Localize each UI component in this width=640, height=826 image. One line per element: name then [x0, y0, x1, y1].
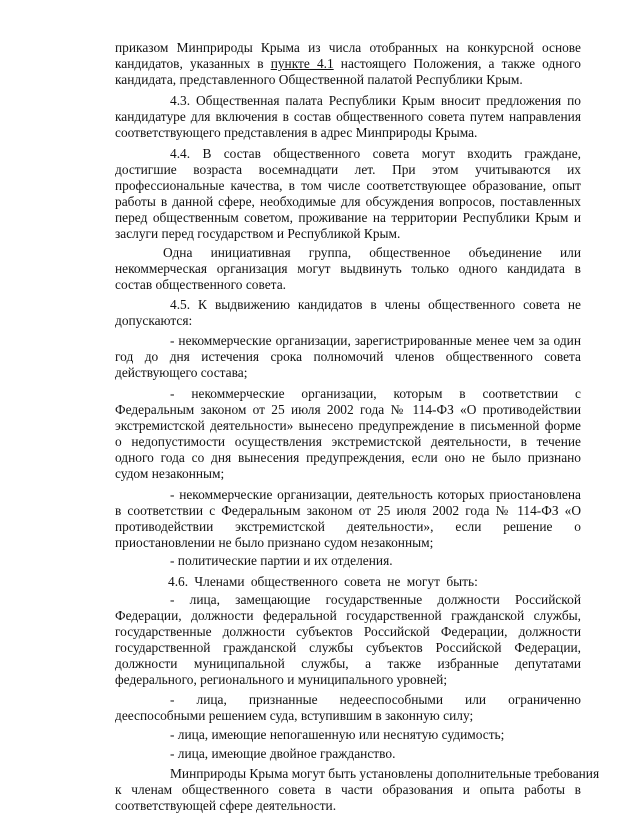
text-line: - политические партии и их отделения. [170, 553, 393, 568]
text-line: профессиональные качества, в том числе соответствующее образование, опыт [115, 178, 581, 193]
text-line: соответствующего представления в адрес Минприроды Крыма. [115, 125, 478, 140]
text-line: государственные должности субъектов Российской Федерации, должности [115, 624, 581, 639]
text-line: достигшие возраста восемнадцати лет. При этом учитываются их [115, 162, 581, 177]
text-line: 4.6. Членами общественного совета не могут быть: [168, 574, 478, 589]
text-line: приостановлении не было признано судом незаконным; [115, 535, 434, 550]
text-line: перед общественным советом, проживание на территории Республики Крым и [115, 210, 581, 225]
text-line: 4.5. К выдвижению кандидатов в члены общественного совета не [170, 297, 581, 312]
text-line: Федеральным законом от 25 июля 2002 года № 114-ФЗ «О противодействии [115, 402, 581, 417]
text-line: - лица, имеющие непогашенную или неснятую судимость; [170, 727, 505, 742]
text-line: должности муниципальной службы, а также избранные депутатами [115, 656, 581, 671]
text-line: одного года со дня вынесения предупреждения, если оно не было признано [115, 450, 581, 465]
text-line: состав общественного совета. [115, 277, 286, 292]
text-line: 4.4. В состав общественного совета могут входить граждане, [170, 146, 581, 161]
text-line: Федерации, должности федеральной государственной гражданской службы, [115, 608, 581, 623]
text-line: некоммерческая организация могут выдвинуть только одного кандидата в [115, 261, 581, 276]
text-segment: настоящего Положения, а также одного [333, 56, 581, 71]
text-line: к членам общественного совета в части образования и опыта работы в [115, 782, 581, 797]
text-line: в соответствии с Федеральным законом от 25 июля 2002 года № 114-ФЗ «О [115, 503, 581, 518]
text-line: - некоммерческие организации, деятельность которых приостановлена [170, 487, 581, 502]
text-line: федерального, регионального и муниципального уровней; [115, 672, 448, 687]
text-line: противодействии экстремистской деятельности», если решение о [115, 519, 581, 534]
text-line: приказом Минприроды Крыма из числа отобранных на конкурсной основе [115, 40, 581, 55]
text-line: о недопустимости осуществления экстремистской деятельности, в течение [115, 434, 581, 449]
text-line: кандидатуре для включения в состав общественного совета путем направления [115, 109, 581, 124]
text-line: заслуги перед государством и Республикой Крым. [115, 226, 401, 241]
text-line: Одна инициативная группа, общественное объединение или [163, 245, 581, 260]
text-line [115, 56, 581, 72]
text-line: - лица, признанные недееспособными или ограниченно [170, 692, 581, 707]
text-line: - некоммерческие организации, которым в соответствии с [170, 386, 581, 401]
clause-4-1-link[interactable]: пункте 4.1 [270, 56, 334, 71]
text-line: допускаются: [115, 313, 193, 328]
text-line: - некоммерческие организации, зарегистрированные менее чем за один [170, 333, 581, 348]
text-line: дееспособными решением суда, вступившим в законную силу; [115, 708, 474, 723]
text-line: действующего состава; [115, 365, 248, 380]
text-line: экстремистской деятельности» вынесено предупреждение в письменной форме [115, 418, 581, 433]
text-line: судом незаконным; [115, 466, 225, 481]
text-line: - лица, имеющие двойное гражданство. [170, 746, 396, 761]
text-line: соответствующей сфере деятельности. [115, 798, 337, 813]
text-line: год до дня истечения срока полномочий членов общественного совета [115, 349, 581, 364]
text-line: кандидата, представленного Общественной палатой Республики Крым. [115, 72, 523, 87]
text-line: государственной гражданской службы субъектов Российской Федерации, [115, 640, 581, 655]
text-segment: кандидатов, указанных в [115, 56, 271, 71]
text-line: - лица, замещающие государственные должности Российской [170, 592, 581, 607]
text-line: Минприроды Крыма могут быть установлены дополнительные требования [170, 766, 600, 781]
text-line: работы в данной сфере, необходимые для обсуждения вопросов, поставленных [115, 194, 581, 209]
text-line: 4.3. Общественная палата Республики Крым вносит предложения по [170, 93, 581, 108]
